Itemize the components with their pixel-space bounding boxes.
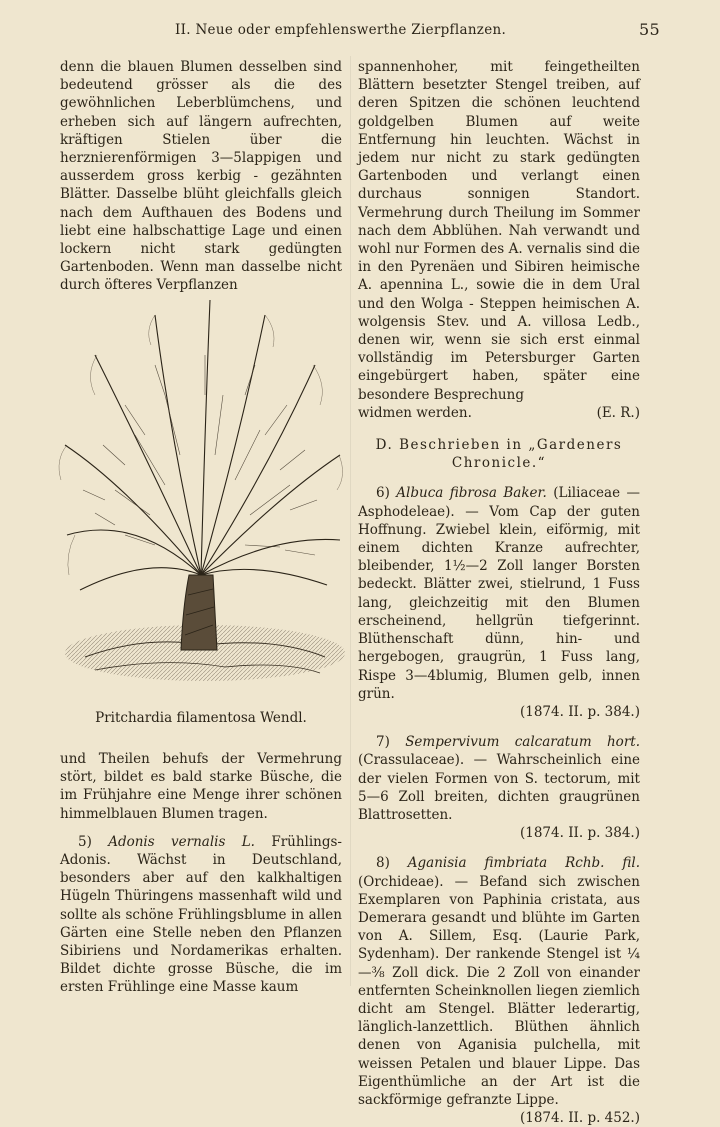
entry-sempervivum <box>358 733 640 824</box>
species-name: Aganisia fimbriata Rchb. fil. <box>407 855 640 872</box>
entry-text: Frühlings-Adonis. Wächst in Deutschland, besonders aber auf den kalkhaltigen Hügeln Thüringens massenhaft wild und sollte als schöne Frühlingsblume in allen Gärten eine Stelle neben den Pflanzen Sibiriens und Nordamerikas erhalten. Bildet dichte grosse Büsche, die im ersten Frühlinge eine Masse kaum <box>60 833 342 996</box>
entry-number: 8) <box>376 855 390 872</box>
running-title: II. Neue oder empfehlenswerthe Zierpflanzen. <box>175 22 507 38</box>
entry-albuca <box>358 484 640 702</box>
section-heading: D. Beschrieben in „Gardeners Chronicle.“ <box>375 437 623 472</box>
running-head <box>60 20 660 44</box>
signature-line <box>358 404 640 422</box>
right-column <box>358 58 640 1127</box>
author-initials: (E. R.) <box>596 404 640 421</box>
palm-illustration <box>55 285 347 705</box>
entry-number: 7) <box>376 734 390 751</box>
species-name: Adonis vernalis L. <box>108 833 255 850</box>
entry-text: (Liliaceae — Asphodeleae). — Vom Cap der guten Hoffnung. Zwiebel klein, eiförmig, mit einem dichten Kranze aufrechter, bleibender, 1½—2 Zoll langer Borsten bedeckt. Blätter zwei, stielrund, 1 Fuss lang, gleichzeitig mit den Blumen erscheinend, hellgrün tiefgerinnt. Blüthenschaft dünn, hin- und hergebogen, graugrün, 1 Fuss lang, Rispe 3—4blumig, Blumen gelb, innen grün. <box>358 485 640 702</box>
entry-aganisia <box>358 854 640 1109</box>
left-column-bottom <box>60 750 342 997</box>
entry-number: 6) <box>376 485 390 502</box>
paragraph-hepatica-end: und Theilen behufs der Vermehrung stört, bildet es bald starke Büsche, die im Frühjahre eine Menge ihrer schönen himmelblauen Blumen tragen. <box>60 751 342 822</box>
entry-number: 5) <box>78 833 92 850</box>
entry-text: (Crassulaceae). — Wahrscheinlich eine der vielen Formen von S. tectorum, mit 5—6 Zoll breiten, dichten graugrünen Blattrosetten. <box>358 752 640 823</box>
entry-text: (Orchideae). — Befand sich zwischen Exemplaren von Paphinia cristata, aus Demerara gesandt und blühte im Garten von A. Sillem, Esq. (Laurie Park, Sydenham). Der rankende Stengel ist ¼—⅜ Zoll dick. Die 2 Zoll von einander entfernten Scheinknollen liegen ziemlich dicht am Stengel. Blätter lederartig, länglich-lanzettlich. Blüthen ähnlich denen von Aganisia pulchella, mit weissen Petalen und blauer Lippe. Das Eigenthümliche an der Art ist die sackförmige gefranzte Lippe. <box>358 873 640 1108</box>
palm-engraving <box>55 285 347 705</box>
citation: (1874. II. p. 384.) <box>519 703 640 720</box>
paragraph-hepatica-continued: denn die blauen Blumen desselben sind bedeutend grösser als die des gewöhnlichen Leberblümchens, und erheben sich auf längern aufrechten, kräftigen Stielen über die herznierenförmigen 3—5lappigen und ausserdem gross kerbig - gezähnten Blätter. Dasselbe blüht gleichfalls gleich nach dem Aufthauen des Bodens und liebt eine halbschattige Lage und einen lockern nicht stark gedüngten Gartenboden. Wenn man dasselbe nicht durch öfteres Verpflanzen <box>60 59 342 294</box>
entry-adonis <box>60 833 342 997</box>
signature-lead: widmen werden. <box>358 404 472 421</box>
citation: (1874. II. p. 384.) <box>519 825 640 842</box>
left-column-top <box>60 58 342 295</box>
species-name: Albuca fibrosa Baker. <box>396 485 547 502</box>
species-name: Sempervivum calcaratum hort. <box>405 734 640 751</box>
column-divider <box>350 56 351 986</box>
paragraph-adonis-continued: spannenhoher, mit feingetheilten Blättern besetzter Stengel treiben, auf deren Spitzen die schönen leuchtend goldgelben Blumen auf weite Entfernung hin leuchten. Wächst in jedem nur nicht zu stark gedüngten Gartenboden und verlangt einen durchaus sonnigen Standort. Vermehrung durch Theilung im Sommer nach dem Abblühen. Nah verwandt und wohl nur Formen des A. vernalis sind die in den Pyrenäen und Sibiren heimische A. apennina L., sowie die in dem Ural und den Wolga - Steppen heimischen A. wolgensis Stev. und A. villosa Ledb., denen wir, wenn sie sich erst einmal vollständig im Petersburger Garten eingebürgert haben, später eine besondere Besprechung <box>358 59 640 403</box>
page-number: 55 <box>639 20 660 39</box>
figure-caption: Pritchardia filamentosa Wendl. <box>95 710 307 726</box>
citation: (1874. II. p. 452.) <box>519 1110 640 1127</box>
